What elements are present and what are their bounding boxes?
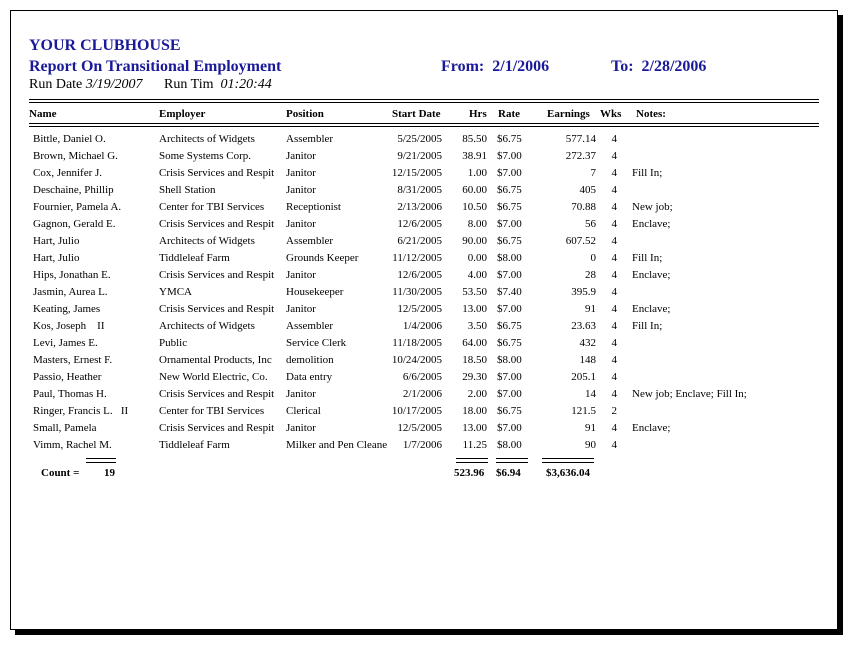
cell-earn: 14	[585, 388, 596, 400]
cell-rate: $7.00	[497, 218, 522, 230]
cell-name: Brown, Michael G.	[33, 150, 118, 162]
cell-hrs: 18.50	[462, 354, 487, 366]
table-row	[11, 386, 837, 403]
cell-position: demolition	[286, 354, 334, 366]
table-row	[11, 148, 837, 165]
cell-name: Small, Pamela	[33, 422, 97, 434]
cell-position: Data entry	[286, 371, 333, 383]
cell-name: Levi, James E.	[33, 337, 98, 349]
cell-earn: 148	[579, 354, 596, 366]
cell-wks: 4	[611, 269, 617, 281]
count-value: 19	[104, 467, 115, 479]
cell-notes: New job; Enclave; Fill In;	[632, 388, 747, 400]
cell-hrs: 90.00	[462, 235, 487, 247]
cell-hrs: 2.00	[467, 388, 487, 400]
cell-hrs: 18.00	[462, 405, 487, 417]
cell-name: Bittle, Daniel O.	[33, 133, 106, 145]
cell-rate: $7.40	[497, 286, 522, 298]
cell-employer: Crisis Services and Respit	[159, 269, 275, 281]
cell-hrs: 4.00	[467, 269, 487, 281]
avg-rate: $6.94	[496, 467, 521, 479]
cell-hrs: 0.00	[467, 252, 487, 264]
cell-rate: $8.00	[497, 439, 522, 451]
cell-name: Ringer, Francis L. II	[33, 405, 129, 417]
cell-wks: 4	[611, 184, 617, 196]
cell-wks: 4	[611, 167, 617, 179]
cell-position: Milker and Pen Cleane	[286, 439, 388, 451]
cell-start: 8/31/2005	[397, 184, 442, 196]
cell-earn: 23.63	[571, 320, 596, 332]
cell-start: 11/30/2005	[392, 286, 442, 298]
cell-hrs: 38.91	[462, 150, 487, 162]
cell-wks: 4	[611, 235, 617, 247]
cell-earn: 91	[585, 303, 596, 315]
table-row	[11, 335, 837, 352]
from-date: 2/1/2006	[492, 58, 550, 75]
cell-earn: 395.9	[571, 286, 596, 298]
col-header-hrs: Hrs	[469, 108, 487, 120]
cell-name: Kos, Joseph II	[33, 320, 105, 332]
cell-rate: $6.75	[497, 201, 522, 213]
cell-earn: 121.5	[571, 405, 596, 417]
cell-rate: $7.00	[497, 388, 522, 400]
cell-name: Jasmin, Aurea L.	[33, 286, 108, 298]
col-header-notes: Notes:	[636, 108, 666, 120]
cell-earn: 70.88	[571, 201, 596, 213]
col-header-rate: Rate	[498, 108, 520, 120]
cell-name: Gagnon, Gerald E.	[33, 218, 116, 230]
cell-rate: $8.00	[497, 354, 522, 366]
cell-wks: 4	[611, 439, 617, 451]
cell-position: Janitor	[286, 218, 316, 230]
cell-start: 9/21/2005	[397, 150, 442, 162]
cell-employer: Tiddleleaf Farm	[159, 252, 230, 264]
cell-rate: $6.75	[497, 133, 522, 145]
cell-name: Hart, Julio	[33, 252, 80, 264]
table-row	[11, 437, 837, 454]
cell-name: Vimm, Rachel M.	[33, 439, 112, 451]
cell-position: Assembler	[286, 320, 334, 332]
to-label: To:	[611, 58, 634, 75]
cell-notes: Fill In;	[632, 252, 663, 264]
cell-name: Cox, Jennifer J.	[33, 167, 103, 179]
cell-employer: Crisis Services and Respit	[159, 388, 275, 400]
run-date: 3/19/2007	[85, 77, 143, 92]
cell-hrs: 29.30	[462, 371, 487, 383]
count-underline	[86, 458, 116, 463]
cell-employer: Architects of Widgets	[159, 133, 255, 145]
cell-start: 2/1/2006	[402, 388, 442, 400]
table-row	[11, 318, 837, 335]
cell-name: Masters, Ernest F.	[33, 354, 113, 366]
cell-employer: Center for TBI Services	[159, 201, 265, 213]
cell-position: Receptionist	[286, 201, 341, 213]
cell-notes: New job;	[632, 201, 673, 213]
cell-earn: 90	[585, 439, 596, 451]
cell-hrs: 85.50	[462, 133, 487, 145]
cell-hrs: 60.00	[462, 184, 487, 196]
cell-start: 12/5/2005	[397, 422, 442, 434]
table-row	[11, 233, 837, 250]
cell-start: 2/13/2006	[397, 201, 442, 213]
cell-start: 10/24/2005	[391, 354, 442, 366]
cell-name: Hart, Julio	[33, 235, 80, 247]
cell-name: Keating, James	[33, 303, 101, 315]
col-header-position: Position	[286, 108, 324, 120]
total-earnings: $3,636.04	[546, 467, 590, 479]
cell-start: 6/21/2005	[397, 235, 442, 247]
cell-wks: 4	[611, 150, 617, 162]
cell-rate: $7.00	[497, 303, 522, 315]
cell-employer: New World Electric, Co.	[159, 371, 268, 383]
col-header-employer: Employer	[159, 108, 206, 120]
cell-hrs: 11.25	[462, 439, 487, 451]
cell-earn: 432	[579, 337, 596, 349]
cell-wks: 4	[611, 286, 617, 298]
to-date: 2/28/2006	[641, 58, 707, 75]
cell-earn: 272.37	[565, 150, 596, 162]
cell-start: 5/25/2005	[397, 133, 442, 145]
cell-hrs: 10.50	[462, 201, 487, 213]
hrs-total-underline	[456, 458, 488, 463]
cell-employer: Crisis Services and Respit	[159, 218, 275, 230]
cell-rate: $6.75	[497, 337, 522, 349]
cell-employer: Architects of Widgets	[159, 235, 255, 247]
cell-rate: $6.75	[497, 320, 522, 332]
cell-start: 1/7/2006	[402, 439, 442, 451]
cell-earn: 56	[585, 218, 596, 230]
table-row	[11, 369, 837, 386]
cell-wks: 4	[611, 371, 617, 383]
cell-position: Janitor	[286, 167, 316, 179]
run-time: 01:20:44	[220, 77, 272, 92]
cell-employer: Crisis Services and Respit	[159, 422, 275, 434]
from-label: From:	[441, 58, 485, 75]
col-header-wks: Wks	[600, 108, 622, 120]
cell-start: 11/18/2005	[392, 337, 442, 349]
employment-table	[11, 131, 837, 454]
earnings-total-underline	[542, 458, 594, 463]
cell-position: Grounds Keeper	[286, 252, 359, 264]
cell-hrs: 1.00	[467, 167, 487, 179]
cell-name: Fournier, Pamela A.	[33, 201, 122, 213]
run-date-label: Run Date	[29, 77, 83, 92]
cell-start: 10/17/2005	[391, 405, 442, 417]
report-title: Report On Transitional Employment	[29, 58, 282, 75]
cell-notes: Fill In;	[632, 167, 663, 179]
cell-wks: 4	[611, 252, 617, 264]
cell-position: Assembler	[286, 235, 334, 247]
cell-earn: 205.1	[571, 371, 596, 383]
table-row	[11, 267, 837, 284]
cell-hrs: 13.00	[462, 422, 487, 434]
cell-wks: 4	[611, 422, 617, 434]
cell-notes: Enclave;	[632, 269, 671, 281]
cell-name: Paul, Thomas H.	[33, 388, 107, 400]
table-row	[11, 199, 837, 216]
cell-rate: $7.00	[497, 150, 522, 162]
count-label: Count =	[41, 467, 80, 479]
table-row	[11, 250, 837, 267]
report-page	[10, 10, 838, 630]
table-row	[11, 420, 837, 437]
cell-employer: Shell Station	[159, 184, 216, 196]
cell-wks: 2	[611, 405, 617, 417]
cell-employer: Tiddleleaf Farm	[159, 439, 230, 451]
cell-rate: $6.75	[497, 405, 522, 417]
cell-rate: $6.75	[497, 235, 522, 247]
table-row	[11, 216, 837, 233]
cell-earn: 577.14	[565, 133, 596, 145]
cell-earn: 91	[585, 422, 596, 434]
cell-position: Janitor	[286, 422, 316, 434]
cell-employer: Crisis Services and Respit	[159, 167, 275, 179]
cell-position: Janitor	[286, 269, 316, 281]
cell-notes: Enclave;	[632, 422, 671, 434]
cell-start: 12/15/2005	[391, 167, 442, 179]
header-rule-top-2	[29, 102, 819, 103]
cell-start: 6/6/2005	[402, 371, 442, 383]
run-time-label: Run Tim	[164, 77, 214, 92]
cell-wks: 4	[611, 388, 617, 400]
cell-notes: Enclave;	[632, 303, 671, 315]
cell-position: Housekeeper	[286, 286, 344, 298]
club-name: YOUR CLUBHOUSE	[29, 37, 181, 54]
cell-position: Service Clerk	[286, 337, 347, 349]
cell-start: 12/6/2005	[397, 269, 442, 281]
cell-earn: 405	[579, 184, 596, 196]
header-rule-bottom	[29, 123, 819, 124]
cell-hrs: 64.00	[462, 337, 487, 349]
col-header-start-date: Start Date	[392, 108, 441, 120]
cell-notes: Fill In;	[632, 320, 663, 332]
cell-employer: Architects of Widgets	[159, 320, 255, 332]
cell-position: Janitor	[286, 184, 316, 196]
cell-employer: YMCA	[159, 286, 193, 298]
cell-earn: 607.52	[565, 235, 596, 247]
cell-rate: $7.00	[497, 269, 522, 281]
cell-hrs: 53.50	[462, 286, 487, 298]
cell-employer: Crisis Services and Respit	[159, 303, 275, 315]
cell-wks: 4	[611, 337, 617, 349]
cell-earn: 0	[590, 252, 596, 264]
cell-hrs: 3.50	[467, 320, 487, 332]
cell-employer: Some Systems Corp.	[159, 150, 251, 162]
cell-name: Passio, Heather	[33, 371, 102, 383]
to-range	[611, 58, 706, 76]
cell-start: 12/6/2005	[397, 218, 442, 230]
col-header-earnings: Earnings	[547, 108, 590, 120]
cell-wks: 4	[611, 201, 617, 213]
table-row	[11, 352, 837, 369]
cell-earn: 7	[590, 167, 596, 179]
cell-name: Hips, Jonathan E.	[33, 269, 111, 281]
cell-position: Janitor	[286, 303, 316, 315]
cell-position: Janitor	[286, 150, 316, 162]
header-rule-top	[29, 99, 819, 100]
cell-wks: 4	[611, 133, 617, 145]
cell-earn: 28	[585, 269, 596, 281]
table-row	[11, 131, 837, 148]
total-hrs: 523.96	[454, 467, 485, 479]
table-row	[11, 403, 837, 420]
cell-rate: $7.00	[497, 371, 522, 383]
cell-start: 11/12/2005	[392, 252, 442, 264]
from-range	[441, 58, 549, 76]
header-rule-bottom-2	[29, 126, 819, 127]
col-header-name: Name	[29, 108, 57, 120]
cell-start: 1/4/2006	[402, 320, 442, 332]
table-row	[11, 182, 837, 199]
cell-position: Assembler	[286, 133, 334, 145]
cell-wks: 4	[611, 303, 617, 315]
cell-wks: 4	[611, 354, 617, 366]
cell-hrs: 13.00	[462, 303, 487, 315]
cell-notes: Enclave;	[632, 218, 671, 230]
cell-rate: $8.00	[497, 252, 522, 264]
cell-employer: Center for TBI Services	[159, 405, 265, 417]
cell-employer: Ornamental Products, Inc	[159, 354, 272, 366]
run-info	[29, 77, 272, 93]
cell-start: 12/5/2005	[397, 303, 442, 315]
table-row	[11, 284, 837, 301]
table-row	[11, 165, 837, 182]
cell-wks: 4	[611, 218, 617, 230]
cell-rate: $6.75	[497, 184, 522, 196]
table-row	[11, 301, 837, 318]
cell-hrs: 8.00	[467, 218, 487, 230]
cell-position: Janitor	[286, 388, 316, 400]
cell-rate: $7.00	[497, 167, 522, 179]
cell-name: Deschaine, Phillip	[33, 184, 114, 196]
rate-total-underline	[496, 458, 528, 463]
cell-wks: 4	[611, 320, 617, 332]
cell-employer: Public	[159, 337, 188, 349]
cell-rate: $7.00	[497, 422, 522, 434]
cell-position: Clerical	[286, 405, 321, 417]
